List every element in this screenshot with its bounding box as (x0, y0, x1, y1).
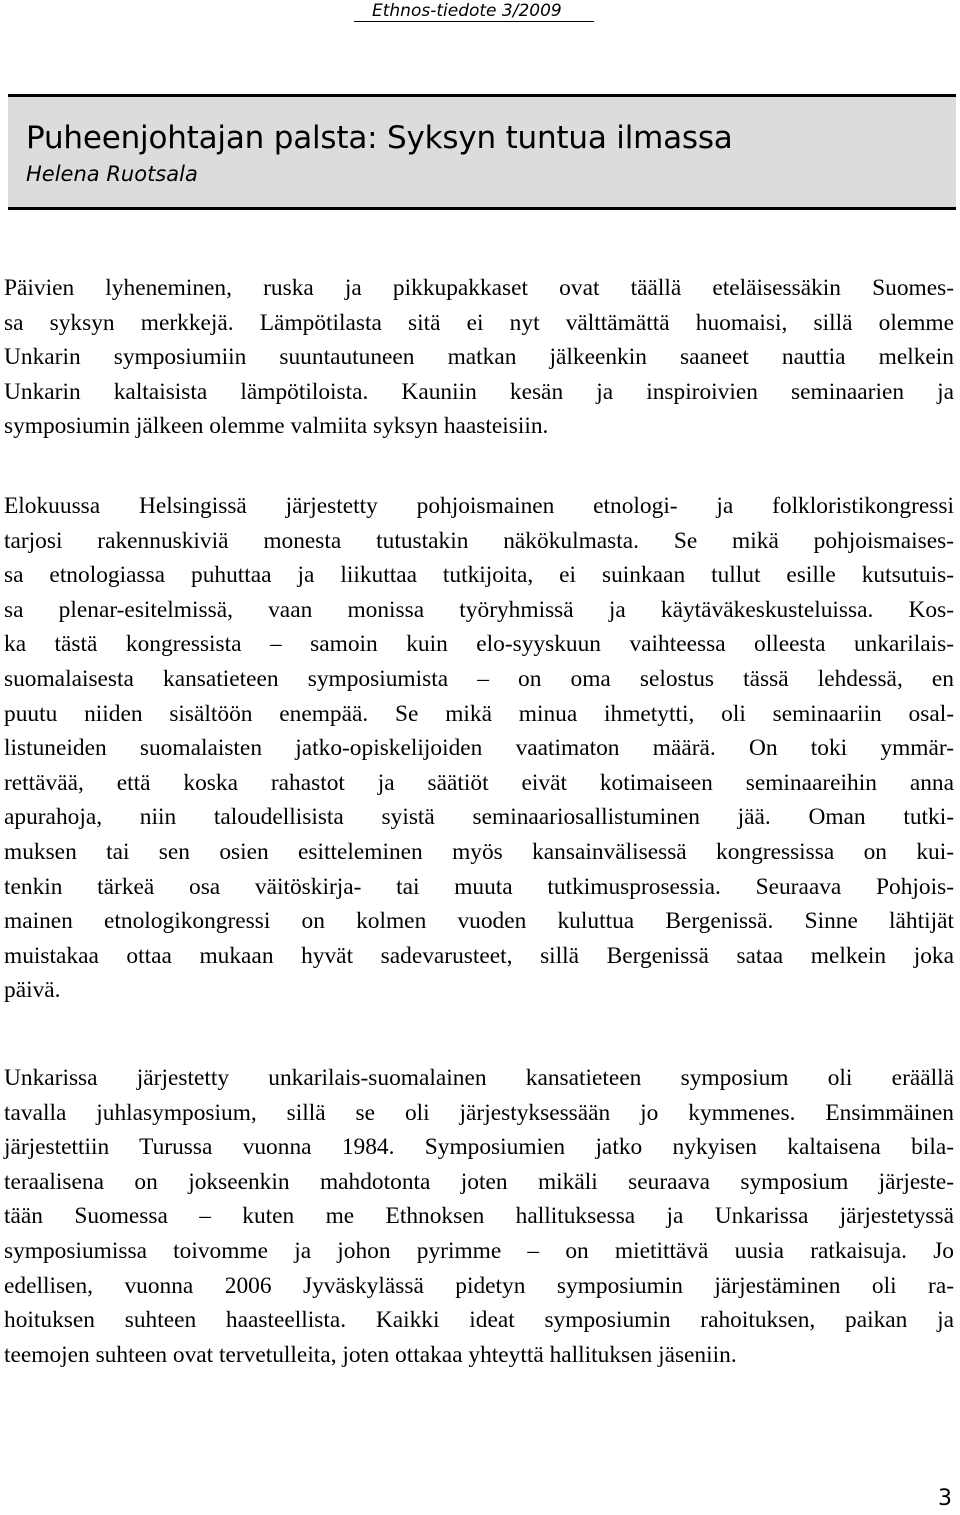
running-header: Ethnos-tiedote 3/2009 (354, 0, 594, 22)
text-line: ka tästä kongressista – samoin kuin elo-syyskuun vaihteessa olleesta unkarilais- (4, 631, 954, 658)
text-line: muksen tai sen osien esitteleminen myös kansainvälisessä kongressissa on kui- (4, 838, 954, 865)
text-line: suomalaisesta kansatieteen symposiumista – on oma selostus tässä lehdessä, en (4, 665, 954, 692)
text-line: tarjosi rakennuskiviä monesta tutustakin näkökulmasta. Se mikä pohjoismaises- (4, 527, 954, 554)
text-line: Elokuussa Helsingissä järjestetty pohjoismainen etnologi- ja folkloristikongressi (4, 493, 954, 519)
text-line: järjestettiin Turussa vuonna 1984. Symposiumien jatko nykyisen kaltaisena bila- (4, 1134, 954, 1161)
text-line: tenkin tärkeä osa väitöskirja- tai muuta tutkimusprosessia. Seuraava Pohjois- (4, 873, 954, 900)
text-line: sa etnologiassa puhuttaa ja liikuttaa tutkijoita, ei suinkaan tullut esille kutsutuis- (4, 562, 954, 589)
text-line: päivä. (4, 977, 61, 1004)
article-title: Puheenjohtajan palsta: Syksyn tuntua ilmassa (26, 120, 733, 156)
text-line: sa plenar-esitelmissä, vaan monissa työryhmissä ja käytäväkeskusteluissa. Kos- (4, 596, 954, 623)
text-line: Unkarissa järjestetty unkarilais-suomalainen kansatieteen symposium oli eräällä (4, 1065, 954, 1091)
text-line: symposiumissa toivomme ja johon pyrimme – on mietittävä uusia ratkaisuja. Jo (4, 1237, 954, 1264)
text-line: hoituksen suhteen haasteellista. Kaikki ideat symposiumin rahoituksen, paikan ja (4, 1307, 954, 1334)
text-line: teraalisena on jokseenkin mahdotonta joten mikäli seuraava symposium järjeste- (4, 1168, 954, 1195)
text-line: mainen etnologikongressi on kolmen vuoden kuluttua Bergenissä. Sinne lähtijät (4, 908, 954, 935)
text-line: muistakaa ottaa mukaan hyvät sadevarusteet, sillä Bergenissä sataa melkein joka (4, 942, 954, 969)
paragraph-3 (4, 1061, 954, 1372)
article-author: Helena Ruotsala (26, 162, 198, 186)
text-line: puutu niiden sisältöön enempää. Se mikä minua ihmetytti, oli seminaariin osal- (4, 700, 954, 727)
text-line: apurahoja, niin taloudellisista syistä seminaariosallistuminen jää. Oman tutki- (4, 804, 954, 831)
text-line: listuneiden suomalaisten jatko-opiskelijoiden vaatimaton määrä. On toki ymmär- (4, 735, 954, 762)
text-line: tavalla juhlasymposium, sillä se oli järjestyksessään jo kymmenes. Ensimmäinen (4, 1099, 954, 1126)
page-number: 3 (938, 1486, 952, 1511)
text-line: edellisen, vuonna 2006 Jyväskylässä pidetyn symposiumin järjestäminen oli ra- (4, 1272, 954, 1299)
text-line: sa syksyn merkkejä. Lämpötilasta sitä ei nyt välttämättä huomaisi, sillä olemme (4, 309, 954, 336)
paragraph-1 (4, 271, 954, 444)
text-line: Unkarin kaltaisista lämpötiloista. Kauniin kesän ja inspiroivien seminaarien ja (4, 378, 954, 405)
text-line: teemojen suhteen ovat tervetulleita, joten ottakaa yhteyttä hallituksen jäseniin. (4, 1341, 737, 1368)
text-line: rettävää, että koska rahastot ja säätiöt eivät kotimaiseen seminaareihin anna (4, 769, 954, 796)
article-title-box (8, 94, 956, 210)
text-line: Päivien lyheneminen, ruska ja pikkupakkaset ovat täällä eteläisessäkin Suomes- (4, 275, 954, 301)
paragraph-2 (4, 489, 954, 1008)
text-line: symposiumin jälkeen olemme valmiita syksyn haasteisiin. (4, 413, 549, 440)
text-line: Unkarin symposiumiin suuntautuneen matkan jälkeenkin saaneet nauttia melkein (4, 344, 954, 371)
text-line: tään Suomessa – kuten me Ethnoksen hallituksessa ja Unkarissa järjestetyssä (4, 1203, 954, 1230)
